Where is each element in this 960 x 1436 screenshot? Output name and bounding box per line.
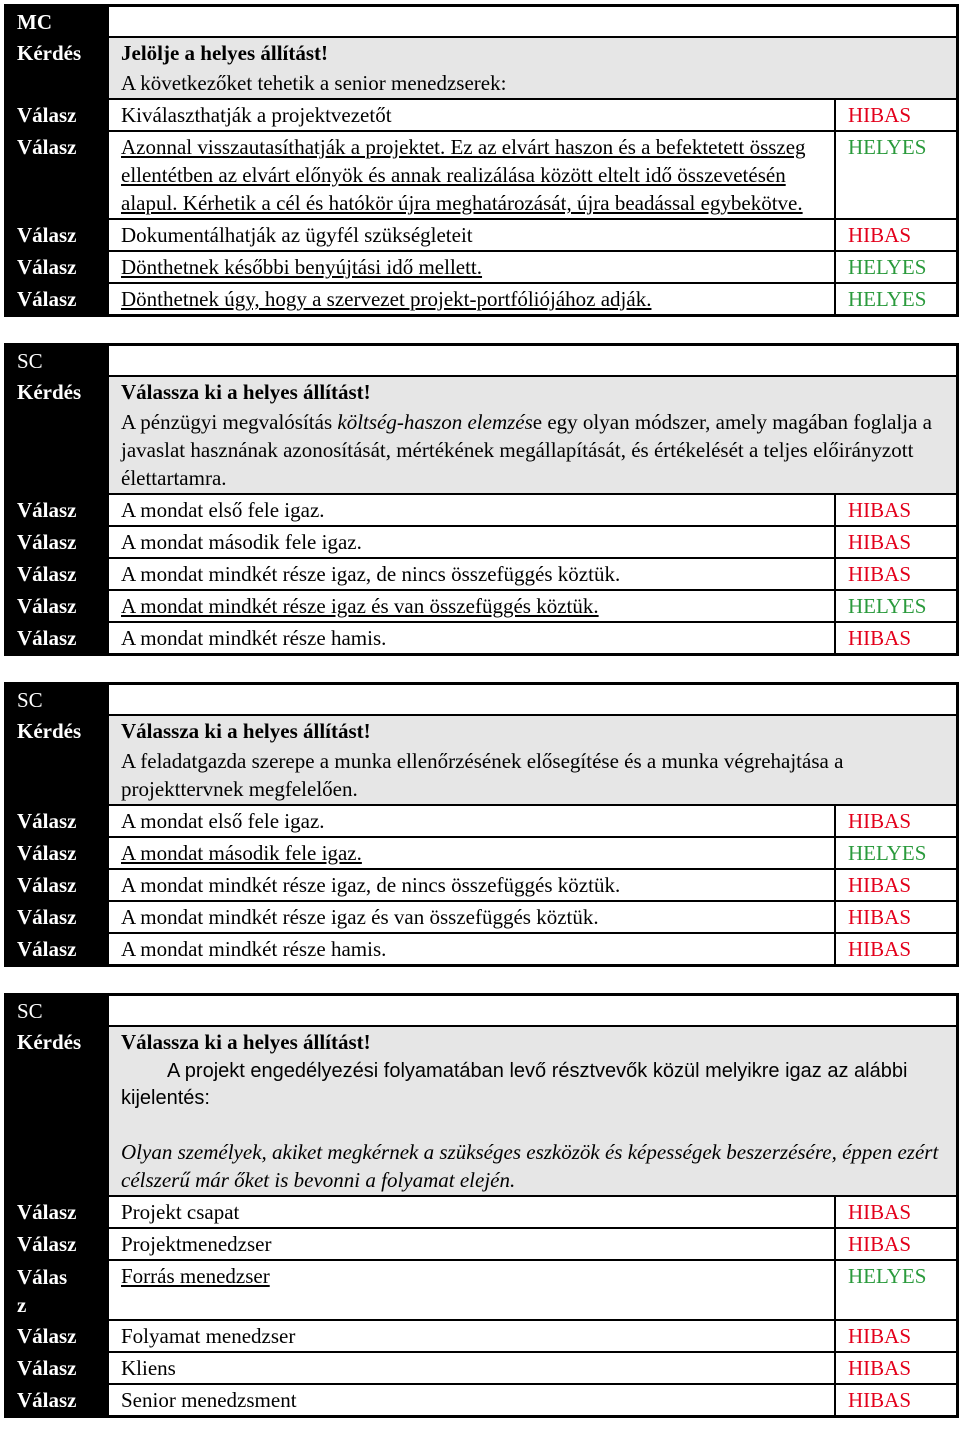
answer-text: Projekt csapat bbox=[107, 1197, 834, 1227]
answer-text: Dönthetnek úgy, hogy a szervezet projekt-portfóliójához adják. bbox=[107, 284, 834, 314]
blank-label bbox=[7, 746, 107, 804]
question-statement: Olyan személyek, akiket megkérnek a szükséges eszközök és képességek beszerzésére, éppen ezért célszerű már őket is bevonni a folyamat elején. bbox=[121, 1140, 939, 1192]
answer-row bbox=[7, 98, 956, 130]
verdict-badge: HIBAS bbox=[834, 100, 956, 130]
answer-row bbox=[7, 1319, 956, 1351]
answer-text: A mondat első fele igaz. bbox=[107, 495, 834, 525]
answer-text: A mondat mindkét része hamis. bbox=[107, 623, 834, 653]
type-row bbox=[7, 346, 956, 375]
blank-cell bbox=[107, 346, 956, 375]
prompt-row bbox=[7, 714, 956, 746]
question-prompt: Válassza ki a helyes állítást! bbox=[107, 716, 956, 746]
verdict-badge: HIBAS bbox=[834, 902, 956, 932]
verdict-badge: HIBAS bbox=[834, 623, 956, 653]
verdict-badge: HIBAS bbox=[834, 1385, 956, 1415]
answer-text: A mondat második fele igaz. bbox=[107, 838, 834, 868]
answer-text: Projektmenedzser bbox=[107, 1229, 834, 1259]
answer-row bbox=[7, 525, 956, 557]
answer-label: Válasz bbox=[7, 838, 107, 868]
answer-text: Dönthetnek későbbi benyújtási idő mellett. bbox=[107, 252, 834, 282]
verdict-badge: HELYES bbox=[834, 591, 956, 621]
answer-row bbox=[7, 1351, 956, 1383]
question-prompt: Válassza ki a helyes állítást! bbox=[107, 1027, 956, 1057]
answer-row bbox=[7, 621, 956, 653]
answer-text: Azonnal visszautasíthatják a projektet. Ez az elvárt haszon és a befektetett összeg ellentétben az elvárt előnyök és annak realizálása között eltelt idő összevetésén alapul. Kérhetik a cél és hatókör újra meghatározását, újra beadással egybekötve. bbox=[107, 132, 834, 218]
verdict-badge: HIBAS bbox=[834, 527, 956, 557]
verdict-badge: HIBAS bbox=[834, 220, 956, 250]
blank-label bbox=[7, 407, 107, 493]
blank-cell bbox=[107, 7, 956, 36]
answer-label: Válasz bbox=[7, 870, 107, 900]
answer-text: A mondat mindkét része igaz, de nincs összefüggés köztük. bbox=[107, 870, 834, 900]
verdict-badge: HIBAS bbox=[834, 559, 956, 589]
question-block-1 bbox=[4, 4, 959, 317]
answer-text: A mondat mindkét része igaz és van összefüggés köztük. bbox=[107, 591, 834, 621]
answer-row bbox=[7, 250, 956, 282]
answer-label: Válasz bbox=[7, 559, 107, 589]
answer-label: Válasz bbox=[7, 1353, 107, 1383]
answer-text: A mondat mindkét része igaz és van összefüggés köztük. bbox=[107, 902, 834, 932]
question-text bbox=[107, 407, 956, 493]
verdict-badge: HIBAS bbox=[834, 1321, 956, 1351]
answer-row bbox=[7, 836, 956, 868]
answer-label: Válasz bbox=[7, 132, 107, 218]
spacer bbox=[121, 1112, 946, 1138]
verdict-badge: HIBAS bbox=[834, 934, 956, 964]
answer-text: A mondat első fele igaz. bbox=[107, 806, 834, 836]
verdict-badge: HELYES bbox=[834, 132, 956, 218]
question-text: A következőket tehetik a senior menedzserek: bbox=[107, 68, 956, 98]
verdict-badge: HIBAS bbox=[834, 806, 956, 836]
question-block-3 bbox=[4, 682, 959, 967]
question-text bbox=[107, 1057, 956, 1195]
answer-text: A mondat mindkét része hamis. bbox=[107, 934, 834, 964]
answer-label: Válasz bbox=[7, 1321, 107, 1351]
question-label: Kérdés bbox=[7, 716, 107, 746]
answer-label: Válasz bbox=[7, 220, 107, 250]
answer-text: Senior menedzsment bbox=[107, 1385, 834, 1415]
answer-label: Válasz bbox=[7, 1229, 107, 1259]
answer-label: Válasz bbox=[7, 495, 107, 525]
answer-row bbox=[7, 900, 956, 932]
quiz-document bbox=[4, 4, 959, 1418]
verdict-badge: HIBAS bbox=[834, 1229, 956, 1259]
answer-label: Válas z bbox=[7, 1261, 107, 1319]
question-sentence: A projekt engedélyezési folyamatában levő résztvevők közül melyikre igaz az alábbi kijelentés: bbox=[121, 1060, 908, 1109]
verdict-badge: HELYES bbox=[834, 838, 956, 868]
question-label: Kérdés bbox=[7, 377, 107, 407]
verdict-badge: HIBAS bbox=[834, 1353, 956, 1383]
question-text-start: A pénzügyi megvalósítás bbox=[121, 410, 338, 434]
answer-label: Válasz bbox=[7, 284, 107, 314]
question-label: Kérdés bbox=[7, 38, 107, 68]
prompt-row bbox=[7, 36, 956, 68]
question-block-4 bbox=[4, 993, 959, 1418]
answer-row bbox=[7, 868, 956, 900]
question-block-2 bbox=[4, 343, 959, 656]
blank-label bbox=[7, 1057, 107, 1195]
question-row bbox=[7, 407, 956, 493]
verdict-badge: HELYES bbox=[834, 284, 956, 314]
answer-text: Folyamat menedzser bbox=[107, 1321, 834, 1351]
answer-row bbox=[7, 130, 956, 218]
answer-text: Forrás menedzser bbox=[107, 1261, 834, 1319]
answer-row bbox=[7, 557, 956, 589]
answer-label: Válasz bbox=[7, 1385, 107, 1415]
question-row bbox=[7, 68, 956, 98]
answer-text: A mondat második fele igaz. bbox=[107, 527, 834, 557]
question-text-italic: költség-haszon elemzés bbox=[337, 410, 533, 434]
answer-label: Válasz bbox=[7, 902, 107, 932]
verdict-badge: HELYES bbox=[834, 1261, 956, 1319]
answer-label: Válasz bbox=[7, 252, 107, 282]
verdict-badge: HIBAS bbox=[834, 870, 956, 900]
answer-row bbox=[7, 1195, 956, 1227]
answer-text: Kliens bbox=[107, 1353, 834, 1383]
answer-label: Válasz bbox=[7, 806, 107, 836]
answer-row bbox=[7, 804, 956, 836]
type-row bbox=[7, 996, 956, 1025]
verdict-badge: HIBAS bbox=[834, 495, 956, 525]
prompt-row bbox=[7, 1025, 956, 1057]
answer-text: A mondat mindkét része igaz, de nincs összefüggés köztük. bbox=[107, 559, 834, 589]
blank-label bbox=[7, 68, 107, 98]
answer-label: Válasz bbox=[7, 527, 107, 557]
answer-label: Válasz bbox=[7, 623, 107, 653]
answer-row bbox=[7, 218, 956, 250]
answer-row bbox=[7, 1227, 956, 1259]
verdict-badge: HIBAS bbox=[834, 1197, 956, 1227]
question-text-end: e egy olyan módszer, amely magában foglalja a javaslat hasznának azonosítását, mértékének megállapítását, és értékelését a teljes előirányzott élettartamra. bbox=[121, 410, 932, 490]
answer-text: Kiválaszthatják a projektvezetőt bbox=[107, 100, 834, 130]
answer-row bbox=[7, 1259, 956, 1319]
question-text: A feladatgazda szerepe a munka ellenőrzésének elősegítése és a munka végrehajtása a projekttervnek megfelelően. bbox=[107, 746, 956, 804]
question-type: SC bbox=[7, 996, 107, 1025]
blank-cell bbox=[107, 685, 956, 714]
answer-text: Dokumentálhatják az ügyfél szükségleteit bbox=[107, 220, 834, 250]
question-type: SC bbox=[7, 346, 107, 375]
question-prompt: Válassza ki a helyes állítást! bbox=[107, 377, 956, 407]
question-row bbox=[7, 746, 956, 804]
answer-row bbox=[7, 589, 956, 621]
type-row bbox=[7, 7, 956, 36]
answer-row bbox=[7, 932, 956, 964]
question-type: MC bbox=[7, 7, 107, 36]
blank-cell bbox=[107, 996, 956, 1025]
verdict-badge: HELYES bbox=[834, 252, 956, 282]
answer-label: Válasz bbox=[7, 934, 107, 964]
question-prompt: Jelölje a helyes állítást! bbox=[107, 38, 956, 68]
answer-label: Válasz bbox=[7, 1197, 107, 1227]
prompt-row bbox=[7, 375, 956, 407]
type-row bbox=[7, 685, 956, 714]
answer-row bbox=[7, 282, 956, 314]
answer-label: Válasz bbox=[7, 100, 107, 130]
answer-row bbox=[7, 1383, 956, 1415]
answer-label: Válasz bbox=[7, 591, 107, 621]
question-label: Kérdés bbox=[7, 1027, 107, 1057]
question-row bbox=[7, 1057, 956, 1195]
question-type: SC bbox=[7, 685, 107, 714]
answer-row bbox=[7, 493, 956, 525]
